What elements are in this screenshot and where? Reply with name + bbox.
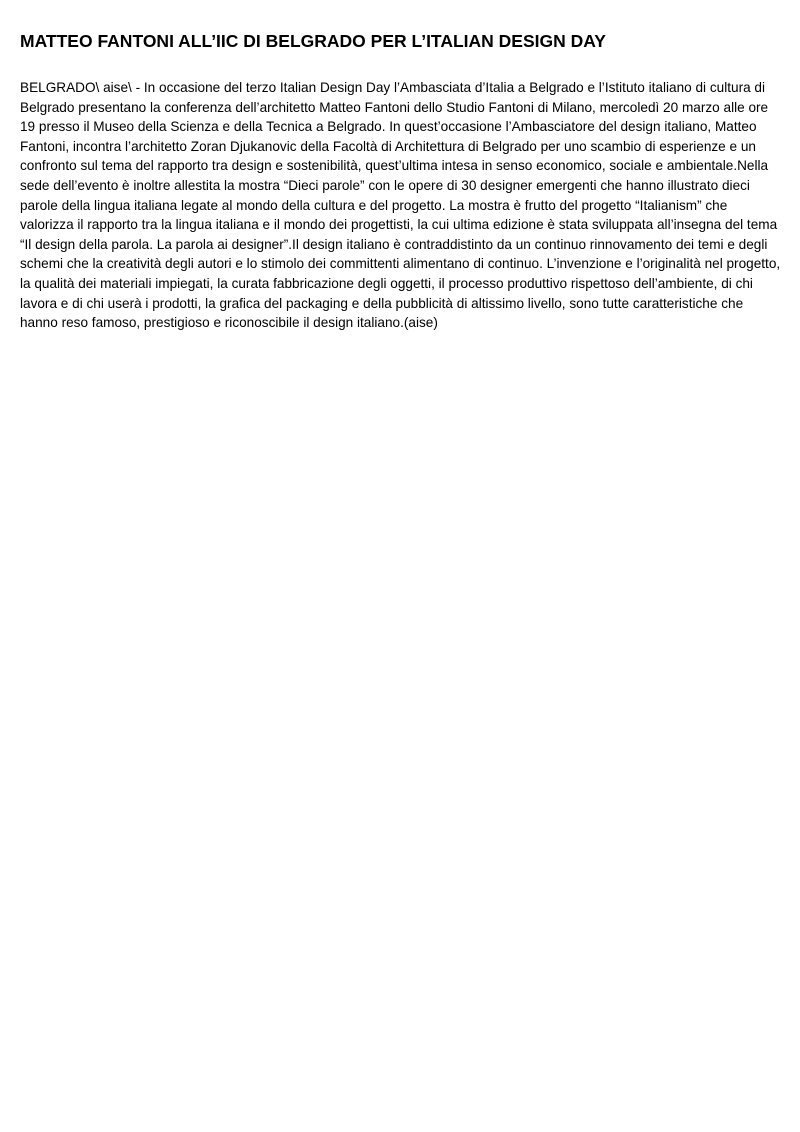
article-title: MATTEO FANTONI ALL’IIC DI BELGRADO PER L’ITALIAN DESIGN DAY <box>20 31 606 51</box>
article-body: BELGRADO\ aise\ - In occasione del terzo Italian Design Day l’Ambasciata d’Italia a Belgrado e l’Istituto italiano di cultura di Belgrado presentano la conferenza dell’architetto Matteo Fantoni dello Studio Fantoni di Milano, mercoledì 20 marzo alle ore 19 presso il Museo della Scienza e della Tecnica a Belgrado. In quest’occasione l’Ambasciatore del design italiano, Matteo Fantoni, incontra l’architetto Zoran Djukanovic della Facoltà di Architettura di Belgrado per uno scambio di esperienze e un confronto sul tema del rapporto tra design e sostenibilità, quest’ultima intesa in senso economico, sociale e ambientale.Nella sede dell’evento è inoltre allestita la mostra “Dieci parole” con le opere di 30 designer emergenti che hanno illustrato dieci parole della lingua italiana legate al mondo della cultura e del progetto. La mostra è frutto del progetto “Italianism” che valorizza il rapporto tra la lingua italiana e il mondo dei progettisti, la cui ultima edizione è stata sviluppata all’insegna del tema “Il design della parola. La parola ai designer”.Il design italiano è contraddistinto da un continuo rinnovamento dei temi e degli schemi che la creatività degli autori e lo stimolo dei committenti alimentano di continuo. L’invenzione e l’originalità nel progetto, la qualità dei materiali impiegati, la curata fabbricazione degli oggetti, il processo produttivo rispettoso dell’ambiente, di chi lavora e di chi userà i prodotti, la grafica del packaging e della pubblicità di altissimo livello, sono tutte caratteristiche che hanno reso famoso, prestigioso e riconoscibile il design italiano.(aise) <box>20 80 781 331</box>
